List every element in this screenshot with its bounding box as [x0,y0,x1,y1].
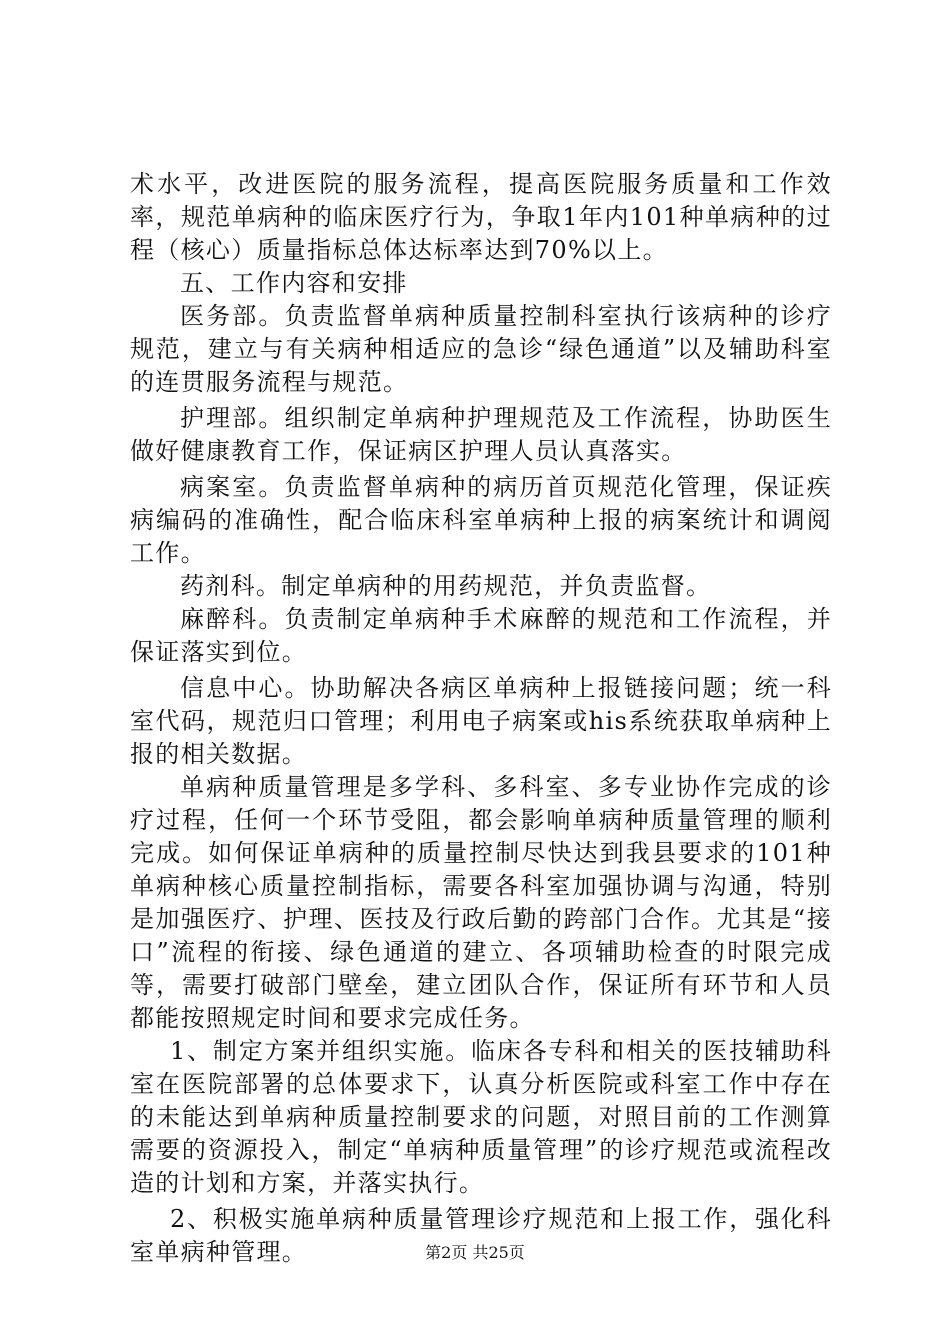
paragraph-anesthesiology: 麻醉科。负责制定单病种手术麻醉的规范和工作流程，并保证落实到位。 [130,605,832,666]
paragraph-continuation: 术水平，改进医院的服务流程，提高医院服务质量和工作效率，规范单病种的临床医疗行为，争取1年内101种单病种的过程（核心）质量指标总体达标率达到70%以上。 [130,170,832,264]
paragraph-medical-department: 医务部。负责监督单病种质量控制科室执行该病种的诊疗规范，建立与有关病种相适应的急诊“绿色通道”以及辅助科室的连贯服务流程与规范。 [130,302,832,396]
paragraph-item-1: 1、制定方案并组织实施。临床各专科和相关的医技辅助科室在医院部署的总体要求下，认真分析医院或科室工作中存在的未能达到单病种质量控制要求的问题，对照目前的工作测算需要的资源投入，制定“单病种质量管理”的诊疗规范或流程改造的计划和方案，并落实执行。 [130,1037,832,1197]
paragraph-medical-records-room: 病案室。负责监督单病种的病历首页规范化管理，保证疾病编码的准确性，配合临床科室单病种上报的病案统计和调阅工作。 [130,473,832,567]
paragraph-nursing-department: 护理部。组织制定单病种护理规范及工作流程，协助医生做好健康教育工作，保证病区护理人员认真落实。 [130,404,832,465]
paragraph-information-center: 信息中心。协助解决各病区单病种上报链接问题；统一科室代码，规范归口管理；利用电子病案或his系统获取单病种上报的相关数据。 [130,674,832,768]
section-heading-work-content: 五、工作内容和安排 [180,269,408,297]
paragraph-pharmacy: 药剂科。制定单病种的用药规范，并负责监督。 [180,572,712,600]
document-body [130,168,832,1269]
page-number-indicator: 第2页 共25页 [425,1243,525,1262]
paragraph-quality-management: 单病种质量管理是多学科、多科室、多专业协作完成的诊疗过程，任何一个环节受阻，都会影响单病种质量管理的顺利完成。如何保证单病种的质量控制尽快达到我县要求的101种单病种核心质量控制指标，需要各科室加强协调与沟通，特别是加强医疗、护理、医技及行政后勤的跨部门合作。尤其是“接口”流程的衔接、绿色通道的建立、各项辅助检查的时限完成等，需要打破部门壁垒，建立团队合作，保证所有环节和人员都能按照规定时间和要求完成任务。 [130,773,832,1032]
paragraph-item-2: 2、积极实施单病种质量管理诊疗规范和上报工作，强化科室单病种管理。 [130,1205,832,1266]
page-footer [0,1242,950,1264]
